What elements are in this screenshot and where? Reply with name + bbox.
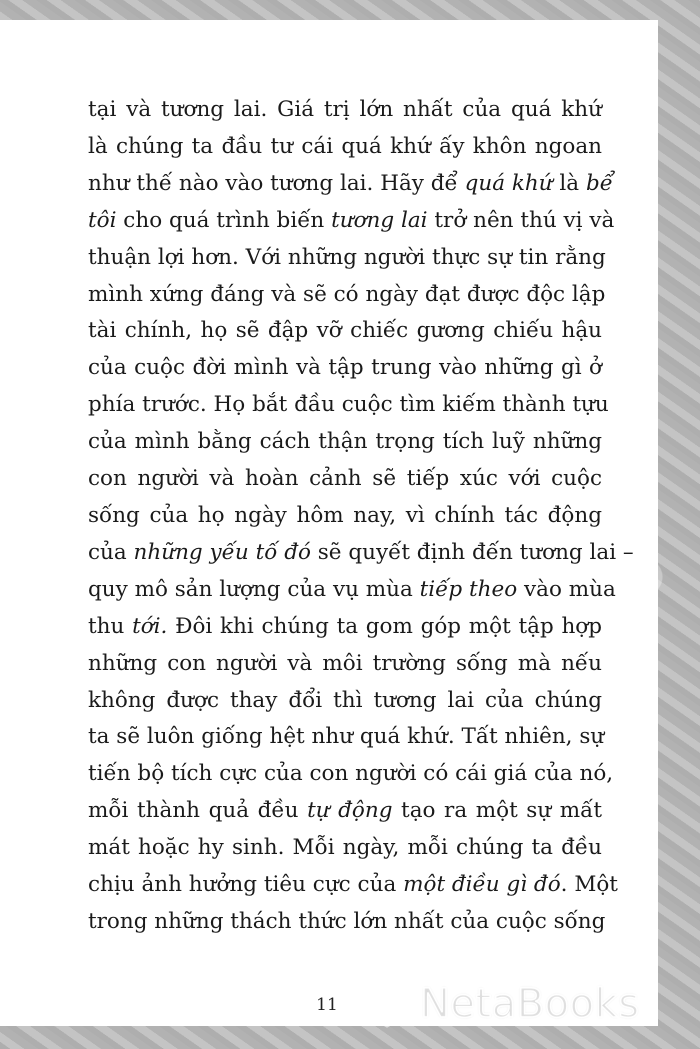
text-line (88, 240, 606, 277)
text-line (88, 203, 615, 240)
text-segment: không được thay đổi thì tương lai của chúng (88, 687, 602, 713)
italic-text-segment: tiếp theo (419, 576, 518, 602)
text-segment: con người và hoàn cảnh sẽ tiếp xúc với cuộc (88, 466, 602, 492)
text-segment: là chúng ta đầu tư cái quá khứ ấy khôn ngoan (88, 133, 602, 159)
body-text (88, 92, 634, 941)
italic-text-segment: một điều gì đó (403, 872, 561, 898)
text-line (88, 867, 618, 904)
text-line (88, 756, 614, 793)
text-line (88, 313, 602, 350)
netabooks-logo-icon (362, 979, 412, 1029)
text-segment: là (552, 170, 586, 196)
text-segment: thu (88, 613, 133, 639)
text-line (88, 646, 602, 683)
text-segment: tại và tương lai. Giá trị lớn nhất của quá khứ (88, 97, 602, 122)
text-line (88, 535, 634, 572)
text-line (88, 830, 602, 867)
text-segment: những con người và môi trường sống mà nếu (88, 650, 602, 676)
text-segment: tiến bộ tích cực của con người có cái giá của nó, (88, 761, 614, 787)
italic-text-segment: tự động (307, 798, 393, 824)
text-segment: mát hoặc hy sinh. Mỗi ngày, mỗi chúng ta đều (88, 835, 602, 861)
text-segment: mỗi thành quả đều (88, 798, 308, 824)
text-segment: mình xứng đáng và sẽ có ngày đạt được độc lập (88, 281, 606, 307)
text-line (88, 572, 616, 609)
text-segment: tài chính, họ sẽ đập vỡ chiếc gương chiếu hậu (88, 318, 602, 344)
text-line (88, 609, 602, 646)
text-segment: trở nên thú vị và (427, 207, 615, 233)
text-segment: như thế nào vào tương lai. Hãy để (88, 170, 465, 196)
text-line (88, 166, 613, 203)
text-segment: ta sẽ luôn giống hệt như quá khứ. Tất nhiên, sự (88, 724, 605, 750)
watermark (362, 972, 640, 1036)
text-segment: cho quá trình biến (116, 207, 332, 233)
text-line (88, 904, 606, 941)
page-number: 11 (316, 995, 338, 1015)
watermark-text: NetaBooks (420, 981, 640, 1027)
italic-text-segment: những yếu tố đó (133, 539, 311, 565)
text-line (88, 387, 609, 424)
text-segment: tạo ra một sự mất (392, 798, 602, 824)
text-segment: của (88, 539, 134, 565)
italic-text-segment: tương lai (331, 207, 428, 233)
text-segment: của mình bằng cách thận trọng tích luỹ những (88, 429, 602, 455)
text-line (88, 277, 606, 314)
text-line (88, 350, 602, 387)
italic-text-segment: bể (585, 170, 613, 196)
text-line (88, 793, 602, 830)
italic-text-segment: quá khứ (464, 170, 553, 196)
text-segment: chịu ảnh hưởng tiêu cực của (88, 872, 404, 898)
text-line (88, 719, 605, 756)
text-line (88, 129, 602, 166)
text-segment: Đôi khi chúng ta gom góp một tập hợp (167, 613, 603, 639)
text-line (88, 424, 602, 461)
italic-text-segment: tới. (132, 613, 168, 639)
text-segment: sống của họ ngày hôm nay, vì chính tác động (88, 502, 602, 528)
text-segment: quy mô sản lượng của vụ mùa (88, 576, 420, 602)
text-line (88, 92, 602, 129)
text-segment: . Một (560, 872, 618, 898)
text-line (88, 683, 602, 720)
text-segment: của cuộc đời mình và tập trung vào những gì ở (88, 355, 602, 381)
text-line (88, 461, 602, 498)
book-page (0, 20, 658, 1026)
text-segment: thuận lợi hơn. Với những người thực sự tin rằng (88, 244, 606, 270)
italic-text-segment: tôi (88, 207, 117, 233)
text-segment: phía trước. Họ bắt đầu cuộc tìm kiếm thành tựu (88, 392, 609, 418)
text-line (88, 498, 602, 535)
text-segment: trong những thách thức lớn nhất của cuộc sống (88, 908, 606, 934)
text-segment: sẽ quyết định đến tương lai – (310, 539, 634, 565)
text-segment: vào mùa (517, 576, 616, 602)
